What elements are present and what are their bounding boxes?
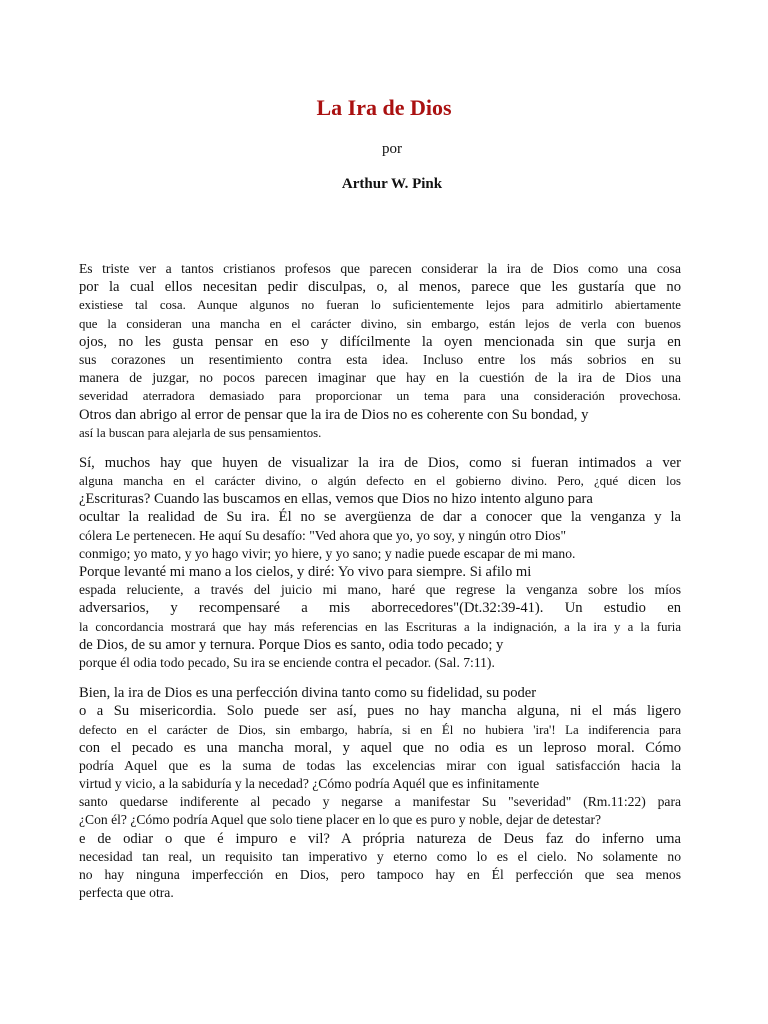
text-line: Bien, la ira de Dios es una perfección divina tanto como su fidelidad, su poder xyxy=(79,685,537,702)
paragraph-3 xyxy=(79,684,681,902)
text-line: adversarios, y recompensaré a mis aborrecedores"(Dt.32:39-41). Un estudio en xyxy=(79,600,681,617)
text-line: que la consideran una mancha en el carácter divino, sin embargo, están lejos de verla con buenos xyxy=(79,316,681,331)
text-line: necesidad tan real, un requisito tan imperativo y eterno como lo es el cielo. No solamente no xyxy=(79,848,681,864)
text-line: perfecta que otra. xyxy=(79,885,174,901)
paragraph-2 xyxy=(79,454,681,672)
text-line: porque él odia todo pecado, Su ira se enciende contra el pecador. (Sal. 7:11). xyxy=(79,654,495,670)
text-line: así la buscan para alejarla de sus pensamientos. xyxy=(79,425,322,440)
document-body xyxy=(79,260,681,914)
text-line: Sí, muchos hay que huyen de visualizar la ira de Dios, como si fueran intimados a ver xyxy=(79,454,681,471)
text-line: ocultar la realidad de Su ira. Él no se avergüenza de dar a conocer que la venganza y la xyxy=(79,509,681,526)
text-line: ¿Escrituras? Cuando las buscamos en ellas, vemos que Dios no hizo intento alguno para xyxy=(79,491,593,508)
text-line: sus corazones un resentimiento contra esta idea. Incluso entre los más sobrios en su xyxy=(79,351,681,367)
text-line: no hay ninguna imperfección en Dios, pero tampoco hay en Él perfección que sea menos xyxy=(79,867,681,882)
author-name: Arthur W. Pink xyxy=(341,176,443,192)
text-line: e de odiar o que é impuro e vil? A própria natureza de Deus faz do inferno uma xyxy=(79,830,681,847)
byline-label: por xyxy=(382,141,402,157)
text-line: por la cual ellos necesitan pedir disculpas, o, al menos, parece que les gustaría que no xyxy=(79,279,681,296)
text-line: virtud y vicio, a la sabiduría y la necedad? ¿Cómo podría Aquél que es infinitamente xyxy=(79,776,540,792)
text-line: ojos, no les gusta pensar en eso y difícilmente la oyen mencionada sin que surja en xyxy=(79,333,681,350)
text-line: Es triste ver a tantos cristianos profesos que parecen considerar la ira de Dios como una cosa xyxy=(79,261,681,276)
text-line: con el pecado es una mancha moral, y aquel que no odia es un leproso moral. Cómo xyxy=(79,739,681,756)
text-line: conmigo; yo mato, y yo hago vivir; yo hiere, y yo sano; y nadie puede escapar de mi mano. xyxy=(79,545,576,561)
text-line: o a Su misericordia. Solo puede ser así, pues no hay mancha alguna, ni el más ligero xyxy=(79,703,681,720)
document-title: La Ira de Dios xyxy=(316,95,452,120)
text-line: podría Aquel que es la suma de todas las excelencias mirar con igual satisfacción hacia la xyxy=(79,757,681,773)
text-line: existiese tal cosa. Aunque algunos no fueran lo suficientemente lejos para admitirlo abiertamente xyxy=(79,298,681,313)
text-line: Porque levanté mi mano a los cielos, y diré: Yo vivo para siempre. Si afilo mi xyxy=(79,564,532,580)
text-line: defecto en el carácter de Dios, sin embargo, habría, si en Él no hubiera 'ira'! La indiferencia para xyxy=(79,722,681,737)
text-line: manera de juzgar, no pocos parecen imaginar que hay en la cuestión de la ira de Dios una xyxy=(79,370,681,386)
text-line: cólera Le pertenecen. He aquí Su desafío: "Ved ahora que yo, yo soy, y ningún otro Dios" xyxy=(79,527,566,543)
text-line: ¿Con él? ¿Cómo podría Aquel que solo tiene placer en lo que es puro y noble, dejar de detestar? xyxy=(79,812,602,828)
text-line: espada reluciente, a través del juicio mi mano, haré que regrese la venganza sobre los míos xyxy=(79,582,681,598)
text-line: de Dios, de su amor y ternura. Porque Dios es santo, odia todo pecado; y xyxy=(79,636,504,653)
text-line: alguna mancha en el carácter divino, o algún defecto en el gobierno divino. Pero, ¿qué dicen los xyxy=(79,474,681,489)
text-line: Otros dan abrigo al error de pensar que la ira de Dios no es coherente con Su bondad, y xyxy=(79,406,589,423)
text-line: la concordancia mostrará que hay más referencias en las Escrituras a la indignación, a la ira y a la furia xyxy=(79,619,681,634)
text-line: severidad aterradora demasiado para proporcionar un tema para una consideración provechosa. xyxy=(79,389,681,404)
paragraph-1 xyxy=(79,260,681,442)
text-line: santo quedarse indiferente al pecado y negarse a manifestar Su "severidad" (Rm.11:22) para xyxy=(79,794,681,810)
